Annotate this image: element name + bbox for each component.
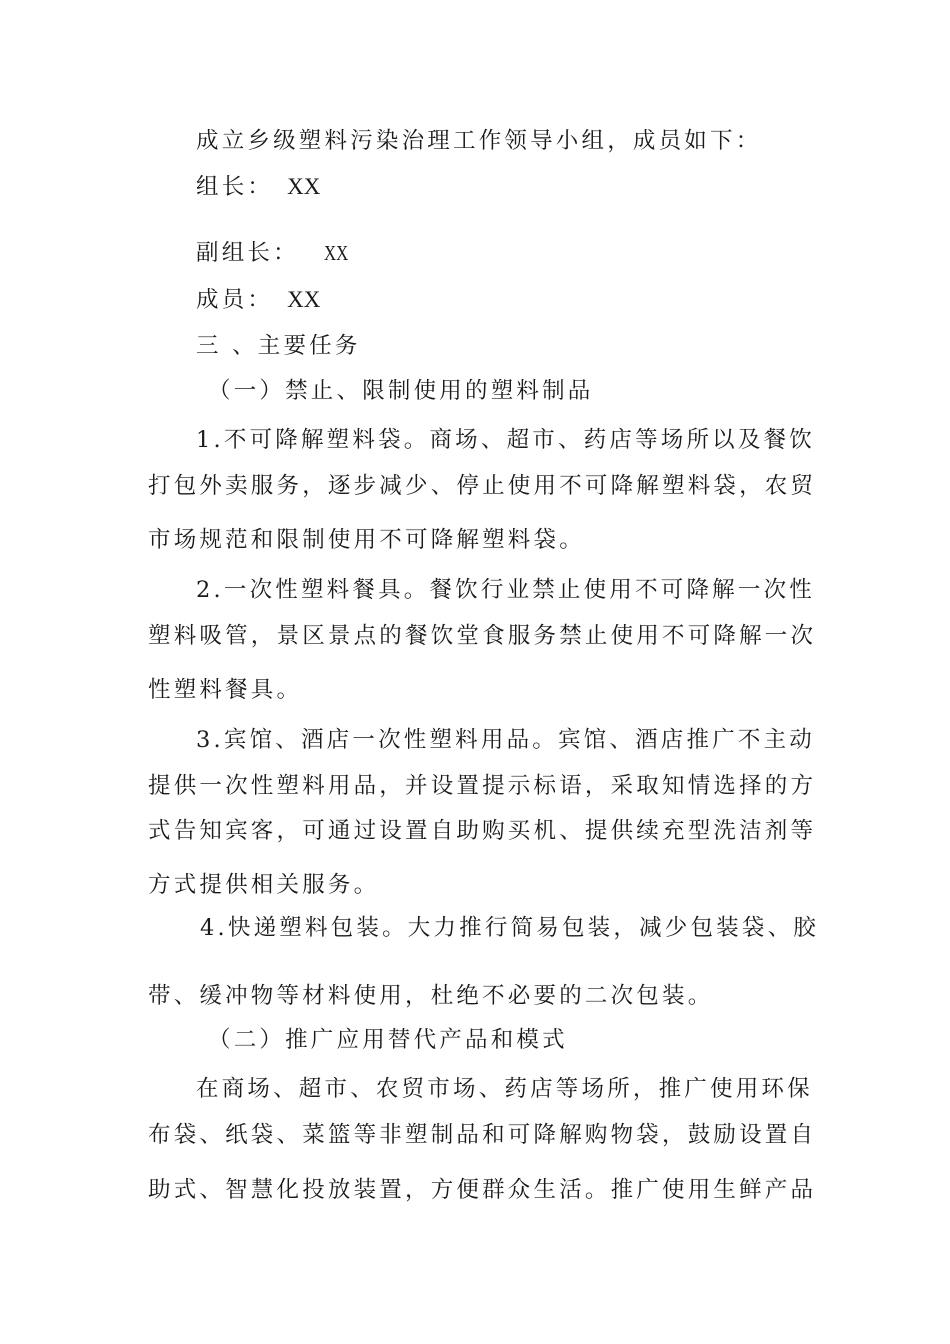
item1-text-1: 1.不可降解塑料袋。商场、超市、药店等场所以及餐饮 bbox=[196, 427, 815, 453]
leader-label: 组长： bbox=[196, 174, 274, 200]
deputy-value: XX bbox=[323, 241, 349, 265]
item4-text-2: 带、缓冲物等材料使用，杜绝不必要的二次包装。 bbox=[148, 983, 714, 1009]
item3-text-3: 式告知宾客，可通过设置自助购买机、提供续充型洗洁剂等 bbox=[148, 818, 817, 844]
item4-line-1 bbox=[200, 913, 860, 943]
item1-text-2: 打包外卖服务，逐步减少、停止使用不可降解塑料袋，农贸 bbox=[148, 473, 817, 499]
sub2-title-text: （二）推广应用替代产品和模式 bbox=[208, 1027, 568, 1053]
item3-line-3 bbox=[148, 816, 817, 846]
leader-line bbox=[196, 172, 856, 202]
item4-text-1: 4.快递塑料包装。大力推行简易包装，减少包装袋、胶 bbox=[200, 915, 819, 941]
section3-title bbox=[196, 331, 856, 361]
deputy-label: 副组长： bbox=[196, 240, 299, 266]
item3-text-1: 3.宾馆、酒店一次性塑料用品。宾馆、酒店推广不主动 bbox=[196, 727, 815, 753]
item1-line-2 bbox=[148, 471, 817, 501]
item2-text-1: 2.一次性塑料餐具。餐饮行业禁止使用不可降解一次性 bbox=[196, 577, 815, 603]
item2-text-3: 性塑料餐具。 bbox=[148, 677, 303, 703]
members-label: 成员： bbox=[196, 287, 274, 313]
deputy-line bbox=[196, 238, 856, 268]
item3-line-2 bbox=[148, 771, 817, 801]
item1-line-1 bbox=[196, 425, 856, 455]
item3-line-4 bbox=[148, 870, 808, 900]
sub2-para-text-1: 在商场、超市、农贸市场、药店等场所，推广使用环保 bbox=[196, 1076, 813, 1102]
sub1-title-text: （一）禁止、限制使用的塑料制品 bbox=[208, 378, 594, 404]
sub2-title bbox=[208, 1025, 868, 1055]
item2-line-1 bbox=[196, 575, 856, 605]
sub2-para-line-2 bbox=[148, 1120, 817, 1150]
item4-line-2 bbox=[148, 981, 808, 1011]
item2-line-2 bbox=[148, 621, 817, 651]
item1-line-3 bbox=[148, 525, 808, 555]
item3-text-4: 方式提供相关服务。 bbox=[148, 872, 380, 898]
intro-text: 成立乡级塑料污染治理工作领导小组，成员如下： bbox=[196, 128, 762, 154]
sub2-para-line-1 bbox=[196, 1074, 856, 1104]
sub2-para-text-2: 布袋、纸袋、菜篮等非塑制品和可降解购物袋，鼓励设置自 bbox=[148, 1122, 817, 1148]
leader-value: XX bbox=[287, 174, 321, 199]
item1-text-3: 市场规范和限制使用不可降解塑料袋。 bbox=[148, 527, 585, 553]
members-value: XX bbox=[287, 287, 321, 312]
item2-text-2: 塑料吸管，景区景点的餐饮堂食服务禁止使用不可降解一次 bbox=[148, 623, 817, 649]
item3-line-1 bbox=[196, 725, 856, 755]
intro-line bbox=[196, 126, 856, 156]
sub1-title bbox=[208, 376, 868, 406]
sub2-para-line-3 bbox=[148, 1175, 817, 1205]
sub2-para-text-3: 助式、智慧化投放装置，方便群众生活。推广使用生鲜产品 bbox=[148, 1177, 817, 1203]
section3-title-text: 三 、主要任务 bbox=[196, 333, 361, 359]
item3-text-2: 提供一次性塑料用品，并设置提示标语，采取知情选择的方 bbox=[148, 773, 817, 799]
members-line bbox=[196, 285, 856, 315]
item2-line-3 bbox=[148, 675, 808, 705]
